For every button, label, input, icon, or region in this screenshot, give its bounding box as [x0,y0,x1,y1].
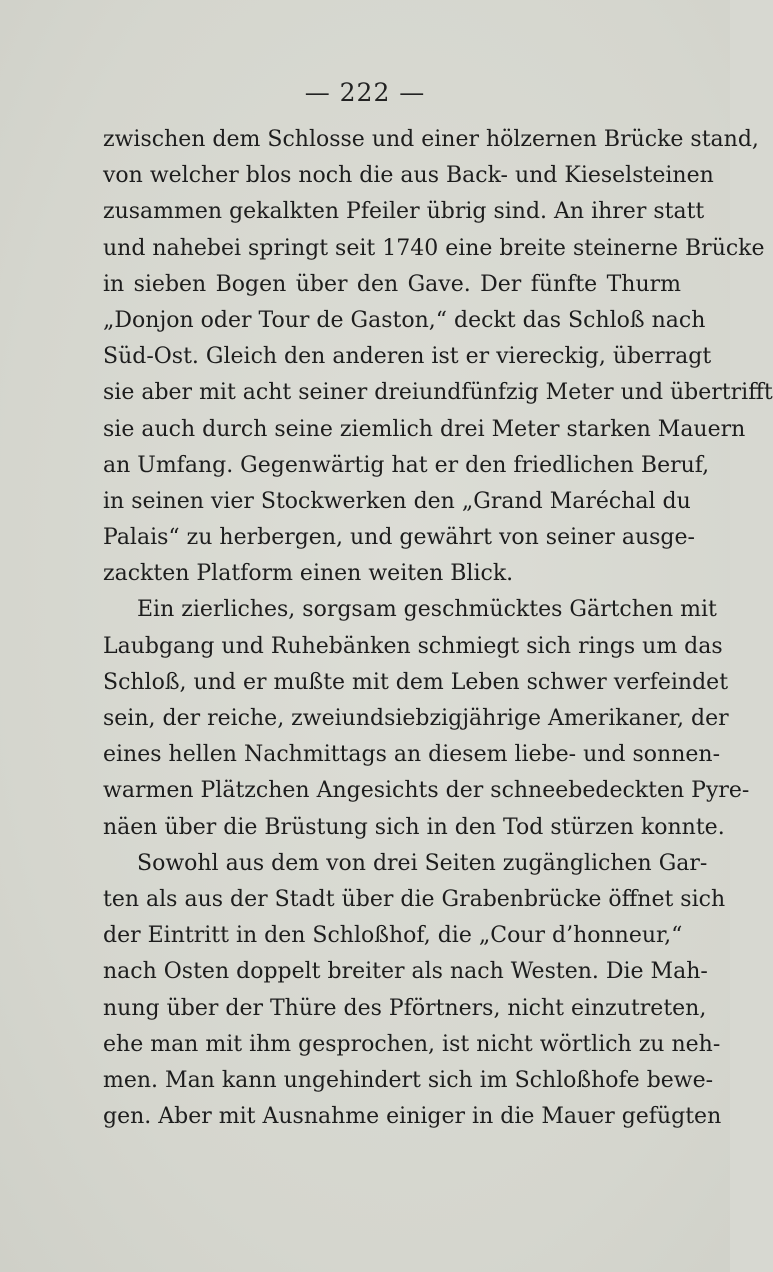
text-line: zwischen dem Schlosse und einer hölzernen Brücke stand, [103,127,759,152]
text-line: sie auch durch seine ziemlich drei Meter starken Mauern [103,416,746,442]
text-line: men. Man kann ungehindert sich im Schloßhofe bewe- [103,1067,714,1093]
text-line: „Donjon oder Tour de Gaston,“ deckt das Schloß nach [103,307,706,333]
paragraph-first-line: Sowohl aus dem von drei Seiten zugänglichen Gar- [137,850,708,876]
text-line: Schloß, und er mußte mit dem Leben schwer verfeindet [103,669,729,695]
text-line: Laubgang und Ruhebänken schmiegt sich rings um das [103,633,723,659]
paragraph-first-line: Ein zierliches, sorgsam geschmücktes Gärtchen mit [137,597,717,623]
text-line: eines hellen Nachmittags an diesem liebe- und sonnen- [103,742,720,768]
text-line: in seinen vier Stockwerken den „Grand Maréchal du [103,488,691,514]
text-line: sie aber mit acht seiner dreiundfünfzig Meter und übertrifft [103,380,773,406]
text-line: in sieben Bogen über den Gave. Der fünfte Thurm [103,271,681,297]
text-line: der Eintritt in den Schloßhof, die „Cour d’honneur,“ [103,923,683,949]
text-line: gen. Aber mit Ausnahme einiger in die Mauer gefügten [103,1104,722,1130]
text-line: ehe man mit ihm gesprochen, ist nicht wörtlich zu neh- [103,1031,721,1057]
text-line: und nahebei springt seit 1740 eine breite steinerne Brücke [103,235,765,261]
text-line: ten als aus der Stadt über die Grabenbrücke öffnet sich [103,886,726,912]
text-line: näen über die Brüstung sich in den Tod stürzen konnte. [103,814,725,840]
text-line: zusammen gekalkten Pfeiler übrig sind. An ihrer statt [103,199,705,225]
text-line: sein, der reiche, zweiundsiebzigjährige Amerikaner, der [103,706,729,731]
text-line: von welcher blos noch die aus Back- und Kieselsteinen [103,163,714,189]
text-line: nung über der Thüre des Pförtners, nicht einzutreten, [103,995,707,1021]
text-line: an Umfang. Gegenwärtig hat er den friedlichen Beruf, [103,452,710,478]
text-line: Süd-Ost. Gleich den anderen ist er viereckig, überragt [103,344,712,370]
text-line: warmen Plätzchen Angesichts der schneebedeckten Pyre- [103,778,750,804]
page-number: — 222 — [304,78,426,107]
text-line: nach Osten doppelt breiter als nach Westen. Die Mah- [103,959,708,985]
text-line: zackten Platform einen weiten Blick. [103,561,514,587]
body-text [103,122,773,1135]
text-line: Palais“ zu herbergen, und gewährt von seiner ausge- [103,525,695,551]
